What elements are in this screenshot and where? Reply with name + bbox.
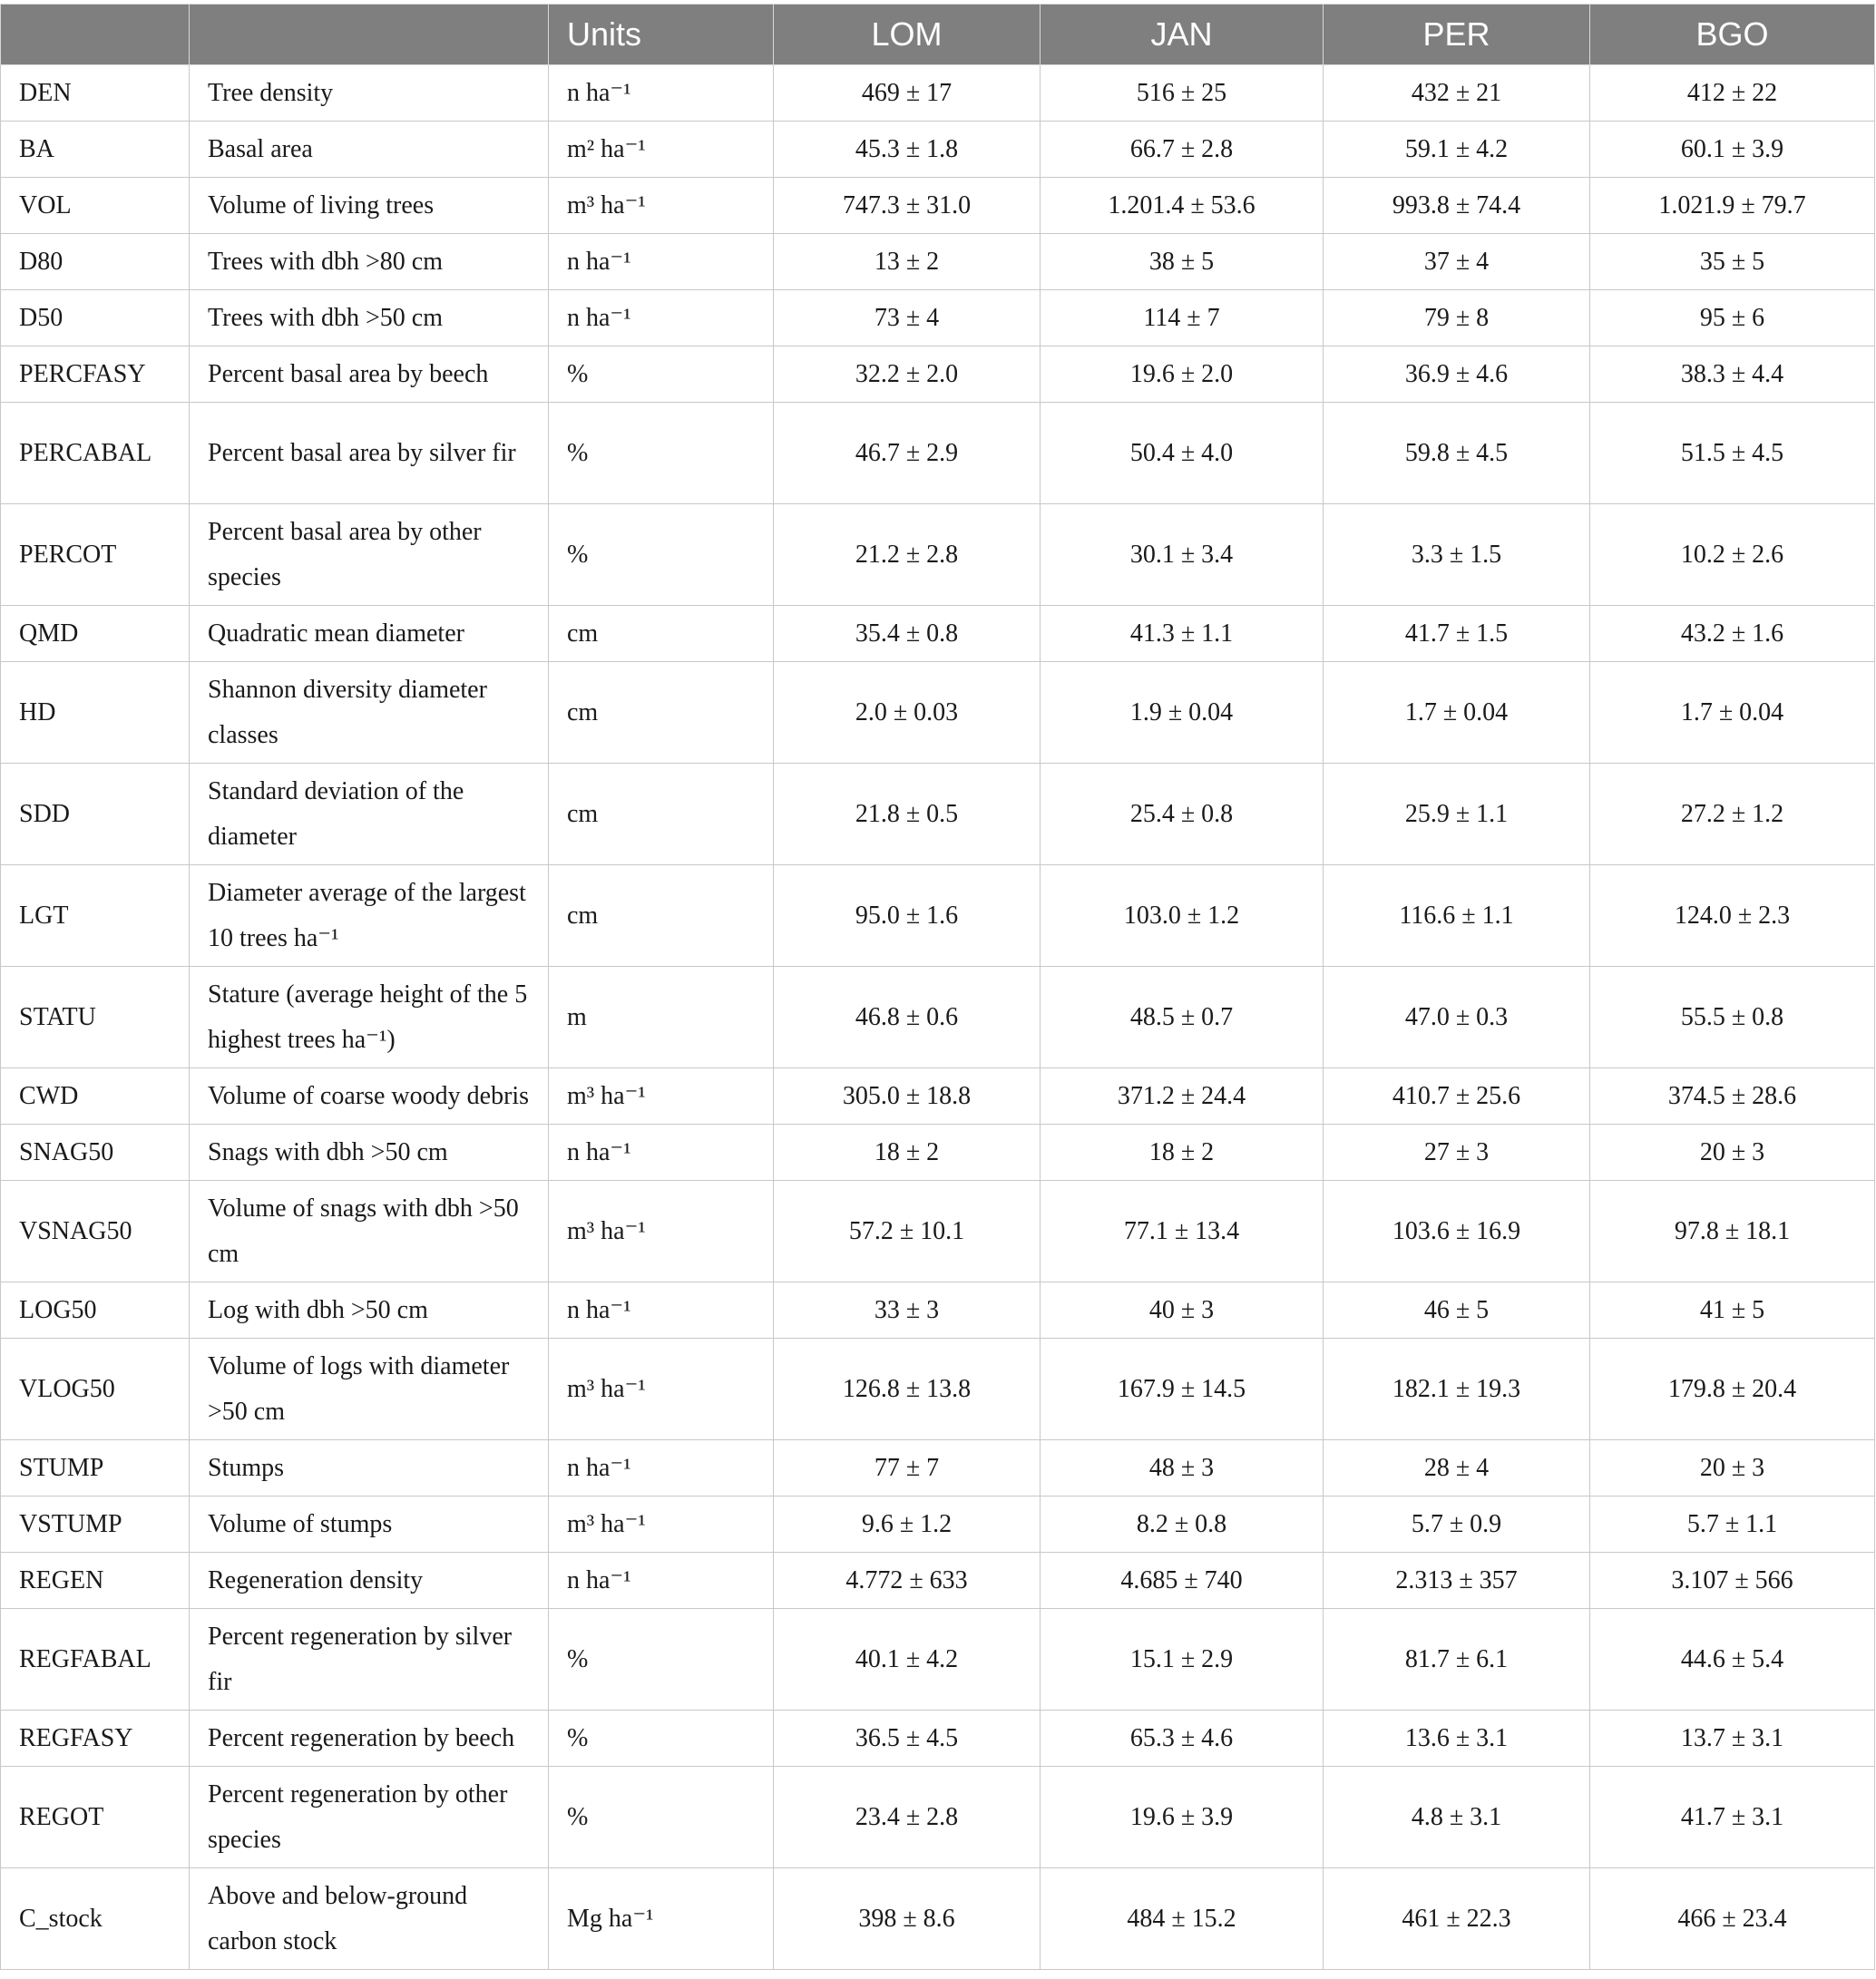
table-row	[1, 1068, 1875, 1125]
row-unit: n ha⁻¹	[549, 1125, 774, 1181]
row-per-value: 59.8 ± 4.5	[1324, 403, 1590, 504]
forest-structure-table	[0, 4, 1875, 1970]
row-unit: m	[549, 967, 774, 1068]
row-jan-value: 167.9 ± 14.5	[1041, 1339, 1324, 1440]
row-lom-value: 23.4 ± 2.8	[774, 1767, 1041, 1868]
row-lom-value: 21.8 ± 0.5	[774, 764, 1041, 865]
row-variable: Volume of living trees	[190, 178, 549, 234]
table-row	[1, 1868, 1875, 1970]
row-jan-value: 48.5 ± 0.7	[1041, 967, 1324, 1068]
row-jan-value: 19.6 ± 3.9	[1041, 1767, 1324, 1868]
row-jan-value: 48 ± 3	[1041, 1440, 1324, 1496]
row-jan-value: 41.3 ± 1.1	[1041, 606, 1324, 662]
header-per: PER	[1324, 5, 1590, 65]
row-variable: Percent regeneration by silver fir	[190, 1609, 549, 1711]
row-jan-value: 77.1 ± 13.4	[1041, 1181, 1324, 1282]
row-variable: Percent basal area by silver fir	[190, 403, 549, 504]
row-lom-value: 305.0 ± 18.8	[774, 1068, 1041, 1125]
row-jan-value: 38 ± 5	[1041, 234, 1324, 290]
row-code: SDD	[1, 764, 190, 865]
table-row	[1, 65, 1875, 122]
row-jan-value: 50.4 ± 4.0	[1041, 403, 1324, 504]
row-variable: Standard deviation of the diameter	[190, 764, 549, 865]
table-row	[1, 1767, 1875, 1868]
row-jan-value: 371.2 ± 24.4	[1041, 1068, 1324, 1125]
row-variable: Stumps	[190, 1440, 549, 1496]
row-code: CWD	[1, 1068, 190, 1125]
row-lom-value: 398 ± 8.6	[774, 1868, 1041, 1970]
row-lom-value: 40.1 ± 4.2	[774, 1609, 1041, 1711]
table-row	[1, 122, 1875, 178]
table-row	[1, 178, 1875, 234]
row-per-value: 27 ± 3	[1324, 1125, 1590, 1181]
table-body	[1, 65, 1875, 1970]
row-unit: cm	[549, 865, 774, 967]
row-lom-value: 36.5 ± 4.5	[774, 1711, 1041, 1767]
row-lom-value: 46.7 ± 2.9	[774, 403, 1041, 504]
row-code: DEN	[1, 65, 190, 122]
row-jan-value: 114 ± 7	[1041, 290, 1324, 346]
row-bgo-value: 179.8 ± 20.4	[1590, 1339, 1875, 1440]
row-lom-value: 126.8 ± 13.8	[774, 1339, 1041, 1440]
header-code	[1, 5, 190, 65]
row-bgo-value: 51.5 ± 4.5	[1590, 403, 1875, 504]
row-variable: Trees with dbh >80 cm	[190, 234, 549, 290]
row-lom-value: 95.0 ± 1.6	[774, 865, 1041, 967]
row-variable: Volume of logs with diameter >50 cm	[190, 1339, 549, 1440]
row-bgo-value: 27.2 ± 1.2	[1590, 764, 1875, 865]
row-unit: n ha⁻¹	[549, 234, 774, 290]
row-code: BA	[1, 122, 190, 178]
row-lom-value: 469 ± 17	[774, 65, 1041, 122]
row-bgo-value: 124.0 ± 2.3	[1590, 865, 1875, 967]
row-code: HD	[1, 662, 190, 764]
table-row	[1, 662, 1875, 764]
row-per-value: 36.9 ± 4.6	[1324, 346, 1590, 403]
row-unit: %	[549, 1609, 774, 1711]
row-bgo-value: 43.2 ± 1.6	[1590, 606, 1875, 662]
table-row	[1, 764, 1875, 865]
header-lom: LOM	[774, 5, 1041, 65]
row-jan-value: 516 ± 25	[1041, 65, 1324, 122]
row-per-value: 13.6 ± 3.1	[1324, 1711, 1590, 1767]
row-per-value: 59.1 ± 4.2	[1324, 122, 1590, 178]
row-code: REGOT	[1, 1767, 190, 1868]
row-variable: Volume of coarse woody debris	[190, 1068, 549, 1125]
table-row	[1, 865, 1875, 967]
row-code: D80	[1, 234, 190, 290]
row-bgo-value: 374.5 ± 28.6	[1590, 1068, 1875, 1125]
row-lom-value: 45.3 ± 1.8	[774, 122, 1041, 178]
row-variable: Log with dbh >50 cm	[190, 1282, 549, 1339]
row-per-value: 28 ± 4	[1324, 1440, 1590, 1496]
row-per-value: 37 ± 4	[1324, 234, 1590, 290]
row-bgo-value: 5.7 ± 1.1	[1590, 1496, 1875, 1553]
row-code: C_stock	[1, 1868, 190, 1970]
row-code: PERCABAL	[1, 403, 190, 504]
row-jan-value: 1.201.4 ± 53.6	[1041, 178, 1324, 234]
table-row	[1, 967, 1875, 1068]
row-per-value: 41.7 ± 1.5	[1324, 606, 1590, 662]
row-jan-value: 484 ± 15.2	[1041, 1868, 1324, 1970]
row-lom-value: 73 ± 4	[774, 290, 1041, 346]
row-per-value: 79 ± 8	[1324, 290, 1590, 346]
row-unit: cm	[549, 764, 774, 865]
row-per-value: 116.6 ± 1.1	[1324, 865, 1590, 967]
row-bgo-value: 1.7 ± 0.04	[1590, 662, 1875, 764]
row-code: REGFASY	[1, 1711, 190, 1767]
row-unit: %	[549, 346, 774, 403]
header-bgo: BGO	[1590, 5, 1875, 65]
row-bgo-value: 412 ± 22	[1590, 65, 1875, 122]
row-bgo-value: 60.1 ± 3.9	[1590, 122, 1875, 178]
row-variable: Diameter average of the largest 10 trees ha⁻¹	[190, 865, 549, 967]
row-code: LOG50	[1, 1282, 190, 1339]
row-bgo-value: 13.7 ± 3.1	[1590, 1711, 1875, 1767]
table-row	[1, 1339, 1875, 1440]
row-per-value: 3.3 ± 1.5	[1324, 504, 1590, 606]
row-variable: Percent basal area by beech	[190, 346, 549, 403]
row-unit: %	[549, 1767, 774, 1868]
row-lom-value: 747.3 ± 31.0	[774, 178, 1041, 234]
row-variable: Percent regeneration by beech	[190, 1711, 549, 1767]
row-per-value: 47.0 ± 0.3	[1324, 967, 1590, 1068]
header-units: Units	[549, 5, 774, 65]
row-lom-value: 9.6 ± 1.2	[774, 1496, 1041, 1553]
row-unit: %	[549, 504, 774, 606]
row-unit: n ha⁻¹	[549, 65, 774, 122]
row-unit: n ha⁻¹	[549, 1440, 774, 1496]
row-unit: n ha⁻¹	[549, 290, 774, 346]
row-unit: cm	[549, 662, 774, 764]
row-unit: Mg ha⁻¹	[549, 1868, 774, 1970]
row-bgo-value: 466 ± 23.4	[1590, 1868, 1875, 1970]
row-per-value: 1.7 ± 0.04	[1324, 662, 1590, 764]
row-code: STATU	[1, 967, 190, 1068]
row-per-value: 4.8 ± 3.1	[1324, 1767, 1590, 1868]
row-variable: Snags with dbh >50 cm	[190, 1125, 549, 1181]
row-code: SNAG50	[1, 1125, 190, 1181]
row-per-value: 410.7 ± 25.6	[1324, 1068, 1590, 1125]
row-per-value: 182.1 ± 19.3	[1324, 1339, 1590, 1440]
row-jan-value: 18 ± 2	[1041, 1125, 1324, 1181]
row-bgo-value: 20 ± 3	[1590, 1125, 1875, 1181]
row-jan-value: 19.6 ± 2.0	[1041, 346, 1324, 403]
row-unit: m² ha⁻¹	[549, 122, 774, 178]
row-bgo-value: 1.021.9 ± 79.7	[1590, 178, 1875, 234]
header-row	[1, 5, 1875, 65]
row-variable: Volume of stumps	[190, 1496, 549, 1553]
row-unit: cm	[549, 606, 774, 662]
row-bgo-value: 35 ± 5	[1590, 234, 1875, 290]
table-row	[1, 1125, 1875, 1181]
table-row	[1, 1553, 1875, 1609]
row-unit: %	[549, 1711, 774, 1767]
row-code: VOL	[1, 178, 190, 234]
row-jan-value: 8.2 ± 0.8	[1041, 1496, 1324, 1553]
row-per-value: 25.9 ± 1.1	[1324, 764, 1590, 865]
row-variable: Percent regeneration by other species	[190, 1767, 549, 1868]
row-unit: m³ ha⁻¹	[549, 1496, 774, 1553]
row-bgo-value: 38.3 ± 4.4	[1590, 346, 1875, 403]
row-jan-value: 4.685 ± 740	[1041, 1553, 1324, 1609]
row-unit: %	[549, 403, 774, 504]
table-row	[1, 504, 1875, 606]
row-variable: Tree density	[190, 65, 549, 122]
row-lom-value: 46.8 ± 0.6	[774, 967, 1041, 1068]
row-bgo-value: 41 ± 5	[1590, 1282, 1875, 1339]
row-unit: m³ ha⁻¹	[549, 178, 774, 234]
row-lom-value: 4.772 ± 633	[774, 1553, 1041, 1609]
row-variable: Shannon diversity diameter classes	[190, 662, 549, 764]
table-row	[1, 606, 1875, 662]
table-row	[1, 346, 1875, 403]
table-row	[1, 1181, 1875, 1282]
row-per-value: 46 ± 5	[1324, 1282, 1590, 1339]
table-row	[1, 1609, 1875, 1711]
row-jan-value: 25.4 ± 0.8	[1041, 764, 1324, 865]
row-per-value: 103.6 ± 16.9	[1324, 1181, 1590, 1282]
row-bgo-value: 10.2 ± 2.6	[1590, 504, 1875, 606]
header-variable	[190, 5, 549, 65]
row-bgo-value: 41.7 ± 3.1	[1590, 1767, 1875, 1868]
row-variable: Percent basal area by other species	[190, 504, 549, 606]
row-jan-value: 40 ± 3	[1041, 1282, 1324, 1339]
row-variable: Stature (average height of the 5 highest trees ha⁻¹)	[190, 967, 549, 1068]
table-row	[1, 234, 1875, 290]
row-code: D50	[1, 290, 190, 346]
row-lom-value: 18 ± 2	[774, 1125, 1041, 1181]
row-code: LGT	[1, 865, 190, 967]
row-code: QMD	[1, 606, 190, 662]
row-per-value: 461 ± 22.3	[1324, 1868, 1590, 1970]
row-unit: m³ ha⁻¹	[549, 1068, 774, 1125]
row-unit: n ha⁻¹	[549, 1282, 774, 1339]
row-code: VSTUMP	[1, 1496, 190, 1553]
row-unit: m³ ha⁻¹	[549, 1181, 774, 1282]
row-code: STUMP	[1, 1440, 190, 1496]
table-row	[1, 1711, 1875, 1767]
row-variable: Regeneration density	[190, 1553, 549, 1609]
row-variable: Above and below-ground carbon stock	[190, 1868, 549, 1970]
row-bgo-value: 95 ± 6	[1590, 290, 1875, 346]
table-row	[1, 1282, 1875, 1339]
row-lom-value: 32.2 ± 2.0	[774, 346, 1041, 403]
row-jan-value: 15.1 ± 2.9	[1041, 1609, 1324, 1711]
row-per-value: 5.7 ± 0.9	[1324, 1496, 1590, 1553]
row-jan-value: 66.7 ± 2.8	[1041, 122, 1324, 178]
row-lom-value: 21.2 ± 2.8	[774, 504, 1041, 606]
row-per-value: 81.7 ± 6.1	[1324, 1609, 1590, 1711]
row-jan-value: 30.1 ± 3.4	[1041, 504, 1324, 606]
row-lom-value: 13 ± 2	[774, 234, 1041, 290]
row-code: REGFABAL	[1, 1609, 190, 1711]
row-code: REGEN	[1, 1553, 190, 1609]
table-row	[1, 1496, 1875, 1553]
table-row	[1, 1440, 1875, 1496]
row-bgo-value: 97.8 ± 18.1	[1590, 1181, 1875, 1282]
row-variable: Quadratic mean diameter	[190, 606, 549, 662]
row-code: VLOG50	[1, 1339, 190, 1440]
row-variable: Trees with dbh >50 cm	[190, 290, 549, 346]
row-bgo-value: 3.107 ± 566	[1590, 1553, 1875, 1609]
row-per-value: 2.313 ± 357	[1324, 1553, 1590, 1609]
row-variable: Volume of snags with dbh >50 cm	[190, 1181, 549, 1282]
row-jan-value: 65.3 ± 4.6	[1041, 1711, 1324, 1767]
row-code: PERCOT	[1, 504, 190, 606]
header-jan: JAN	[1041, 5, 1324, 65]
row-variable: Basal area	[190, 122, 549, 178]
row-bgo-value: 55.5 ± 0.8	[1590, 967, 1875, 1068]
row-lom-value: 57.2 ± 10.1	[774, 1181, 1041, 1282]
row-per-value: 432 ± 21	[1324, 65, 1590, 122]
row-code: PERCFASY	[1, 346, 190, 403]
row-lom-value: 2.0 ± 0.03	[774, 662, 1041, 764]
row-jan-value: 103.0 ± 1.2	[1041, 865, 1324, 967]
table-row	[1, 290, 1875, 346]
table-row	[1, 403, 1875, 504]
row-per-value: 993.8 ± 74.4	[1324, 178, 1590, 234]
row-bgo-value: 20 ± 3	[1590, 1440, 1875, 1496]
row-unit: n ha⁻¹	[549, 1553, 774, 1609]
row-unit: m³ ha⁻¹	[549, 1339, 774, 1440]
row-bgo-value: 44.6 ± 5.4	[1590, 1609, 1875, 1711]
row-jan-value: 1.9 ± 0.04	[1041, 662, 1324, 764]
row-lom-value: 33 ± 3	[774, 1282, 1041, 1339]
row-lom-value: 77 ± 7	[774, 1440, 1041, 1496]
row-code: VSNAG50	[1, 1181, 190, 1282]
row-lom-value: 35.4 ± 0.8	[774, 606, 1041, 662]
